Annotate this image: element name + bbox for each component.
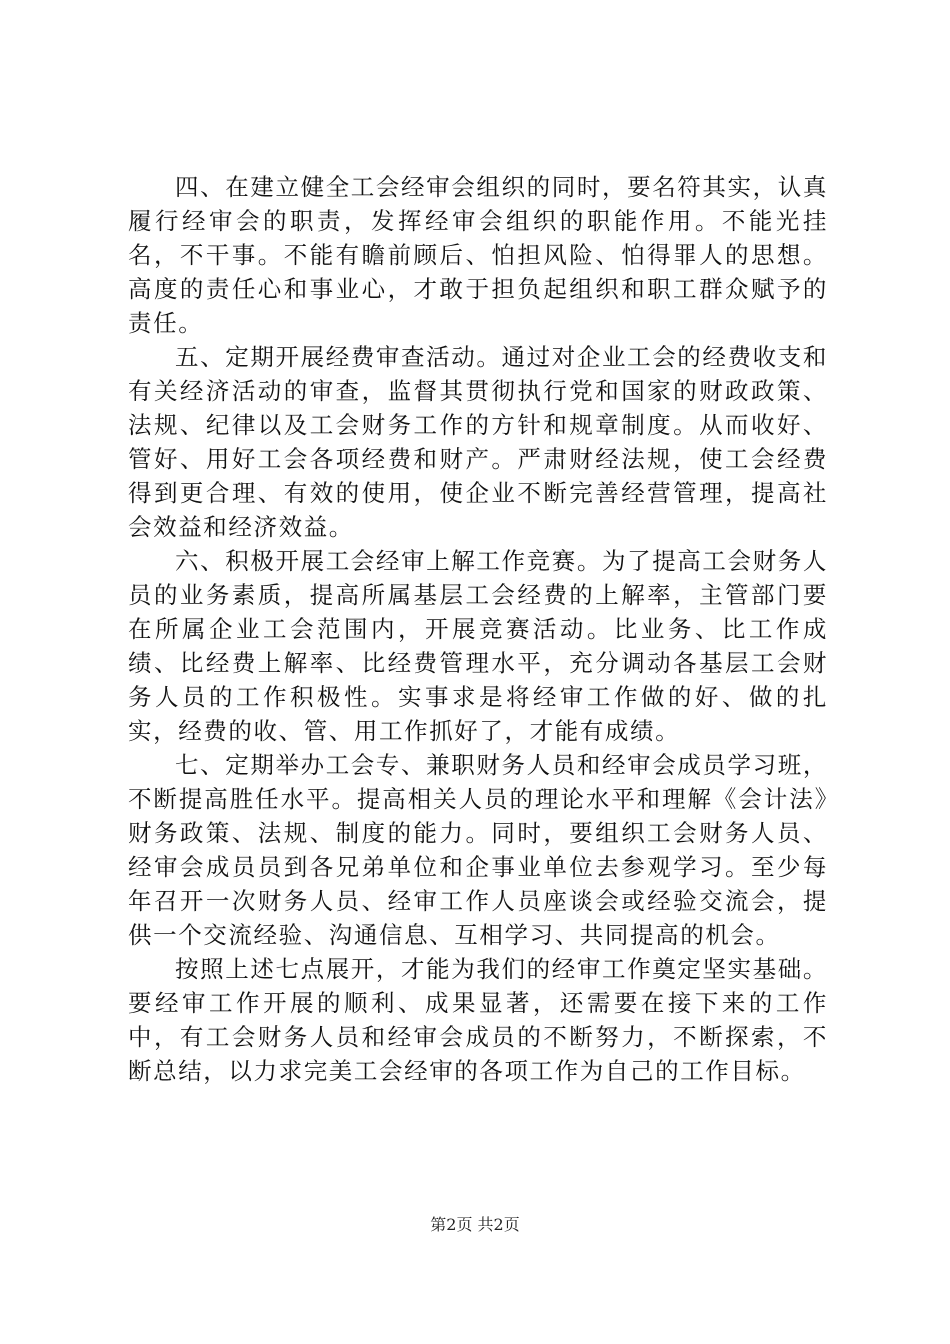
paragraph-6: 六、积极开展工会经审上解工作竞赛。为了提高工会财务人员的业务素质，提高所属基层工会经费的上解率，主管部门要在所属企业工会范围内，开展竞赛活动。比业务、比工作成绩、比经费上解率、比经费管理水平，充分调动各基层工会财务人员的工作积极性。实事求是将经审工作做的好、做的扎实，经费的收、管、用工作抓好了，才能有成绩。 <box>128 547 828 745</box>
paragraph-4: 四、在建立健全工会经审会组织的同时，要名符其实，认真履行经审会的职责，发挥经审会组织的职能作用。不能光挂名，不干事。不能有瞻前顾后、怕担风险、怕得罪人的思想。高度的责任心和事业心，才敢于担负起组织和职工群众赋予的责任。 <box>128 173 828 337</box>
paragraph-conclusion: 按照上述七点展开，才能为我们的经审工作奠定坚实基础。要经审工作开展的顺利、成果显著，还需要在接下来的工作中，有工会财务人员和经审会成员的不断努力，不断探索，不断总结，以力求完美工会经审的各项工作为自己的工作目标。 <box>128 955 828 1085</box>
page-footer <box>0 1214 950 1236</box>
paragraph-7: 七、定期举办工会专、兼职财务人员和经审会成员学习班，不断提高胜任水平。提高相关人员的理论水平和理解《会计法》财务政策、法规、制度的能力。同时，要组织工会财务人员、经审会成员员到各兄弟单位和企事业单位去参观学习。至少每年召开一次财务人员、经审工作人员座谈会或经验交流会，提供一个交流经验、沟通信息、互相学习、共同提高的机会。 <box>128 751 828 949</box>
paragraph-5: 五、定期开展经费审查活动。通过对企业工会的经费收支和有关经济活动的审查，监督其贯彻执行党和国家的财政政策、法规、纪律以及工会财务工作的方针和规章制度。从而收好、管好、用好工会各项经费和财产。严肃财经法规，使工会经费得到更合理、有效的使用，使企业不断完善经营管理，提高社会效益和经济效益。 <box>128 343 828 541</box>
document-body <box>128 170 828 1088</box>
page-number: 第2页 共2页 <box>430 1215 520 1234</box>
